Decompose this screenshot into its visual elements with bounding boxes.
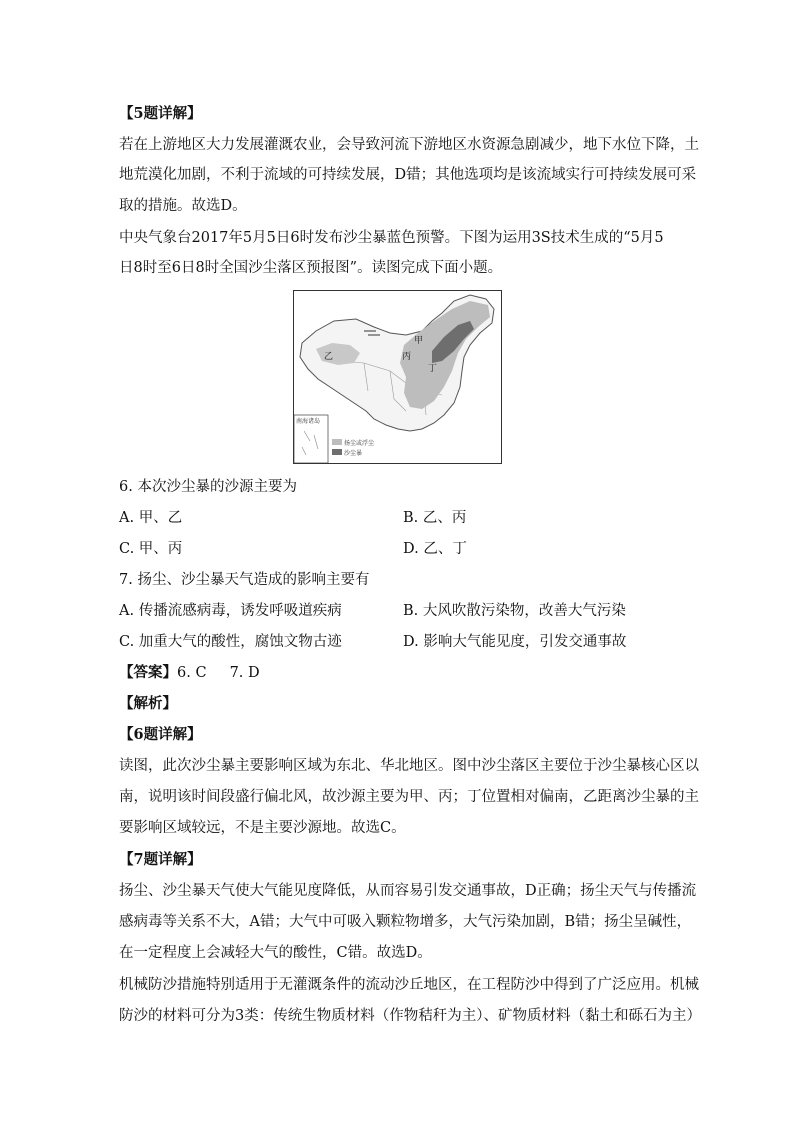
- q5-detail-line: 地荒漠化加剧，不利于流域的可持续发展，D错；其他选项均是该流域实行可持续发展可采: [119, 167, 697, 183]
- intro-line: 日8时至6日8时全国沙尘落区预报图”。读图完成下面小题。: [119, 260, 503, 276]
- legend-swatch-sandstorm: [332, 449, 342, 455]
- legend-swatch-dust: [332, 439, 342, 445]
- q7-option-b: B. 大风吹散污染物，改善大气污染: [403, 603, 626, 619]
- closing-line: 防沙的材料可分为3类：传统生物质材料（作物秸秆为主）、矿物质材料（黏土和砾石为主）: [119, 1008, 701, 1024]
- inset-label: 南海诸岛: [296, 418, 321, 425]
- q7-option-a: A. 传播流感病毒，诱发呼吸道疾病: [119, 603, 342, 619]
- q6-detail-heading: 【6题详解】: [119, 726, 202, 743]
- q5-detail-line: 若在上游地区大力发展灌溉农业，会导致河流下游地区水资源急剧减少，地下水位下降，土: [119, 137, 699, 153]
- q7-stem: 7. 扬尘、沙尘暴天气造成的影响主要有: [119, 572, 370, 588]
- q6-option-a: A. 甲、乙: [119, 510, 183, 526]
- closing-line: 机械防沙措施特别适用于无灌溉条件的流动沙丘地区，在工程防沙中得到了广泛应用。机械: [119, 977, 699, 993]
- legend-label-sandstorm: 沙尘暴: [344, 450, 363, 457]
- q5-detail-line: 取的措施。故选D。: [119, 198, 247, 214]
- answer-label: 【答案】: [119, 664, 177, 681]
- q6-option-d: D. 乙、丁: [403, 541, 467, 557]
- q6-detail-line: 南，说明该时间段盛行偏北风，故沙源主要为甲、丙；丁位置相对偏南，乙距离沙尘暴的主: [119, 789, 699, 805]
- q7-detail-line: 感病毒等关系不大，A错；大气中可吸入颗粒物增多，大气污染加剧，B错；扬尘呈碱性，: [119, 914, 692, 930]
- label-yi: 乙: [324, 352, 334, 362]
- q7-detail-line: 在一定程度上会减轻大气的酸性，C错。故选D。: [119, 945, 432, 961]
- intro-line: 中央气象台2017年5月5日6时发布沙尘暴蓝色预警。下图为运用3S技术生成的“5月5: [119, 230, 664, 246]
- q6-detail-line: 要影响区域较远，不是主要沙源地。故选C。: [119, 820, 406, 836]
- q6-stem: 6. 本次沙尘暴的沙源主要为: [119, 479, 297, 495]
- answer-text: 6. C 7. D: [177, 665, 260, 681]
- q7-option-d: D. 影响大气能见度，引发交通事故: [403, 634, 627, 650]
- analysis-heading: 【解析】: [119, 695, 177, 712]
- q7-option-c: C. 加重大气的酸性，腐蚀文物古迹: [119, 634, 342, 650]
- dust-forecast-map: [293, 290, 502, 464]
- label-ding: 丁: [428, 364, 438, 374]
- china-map-graphic: [294, 291, 501, 463]
- label-jia: 甲: [414, 336, 424, 346]
- label-bing: 丙: [402, 352, 412, 362]
- q6-option-b: B. 乙、丙: [403, 510, 467, 526]
- answer-line: [119, 663, 679, 683]
- q7-detail-heading: 【7题详解】: [119, 851, 202, 868]
- q5-detail-heading: 【5题详解】: [119, 105, 202, 122]
- q7-detail-line: 扬尘、沙尘暴天气使大气能见度降低，从而容易引发交通事故，D正确；扬尘天气与传播流: [119, 883, 697, 899]
- legend-label-dust: 扬尘或浮尘: [344, 440, 375, 447]
- q6-option-c: C. 甲、丙: [119, 541, 183, 557]
- q6-detail-line: 读图，此次沙尘暴主要影响区域为东北、华北地区。图中沙尘落区主要位于沙尘暴核心区以: [119, 758, 699, 774]
